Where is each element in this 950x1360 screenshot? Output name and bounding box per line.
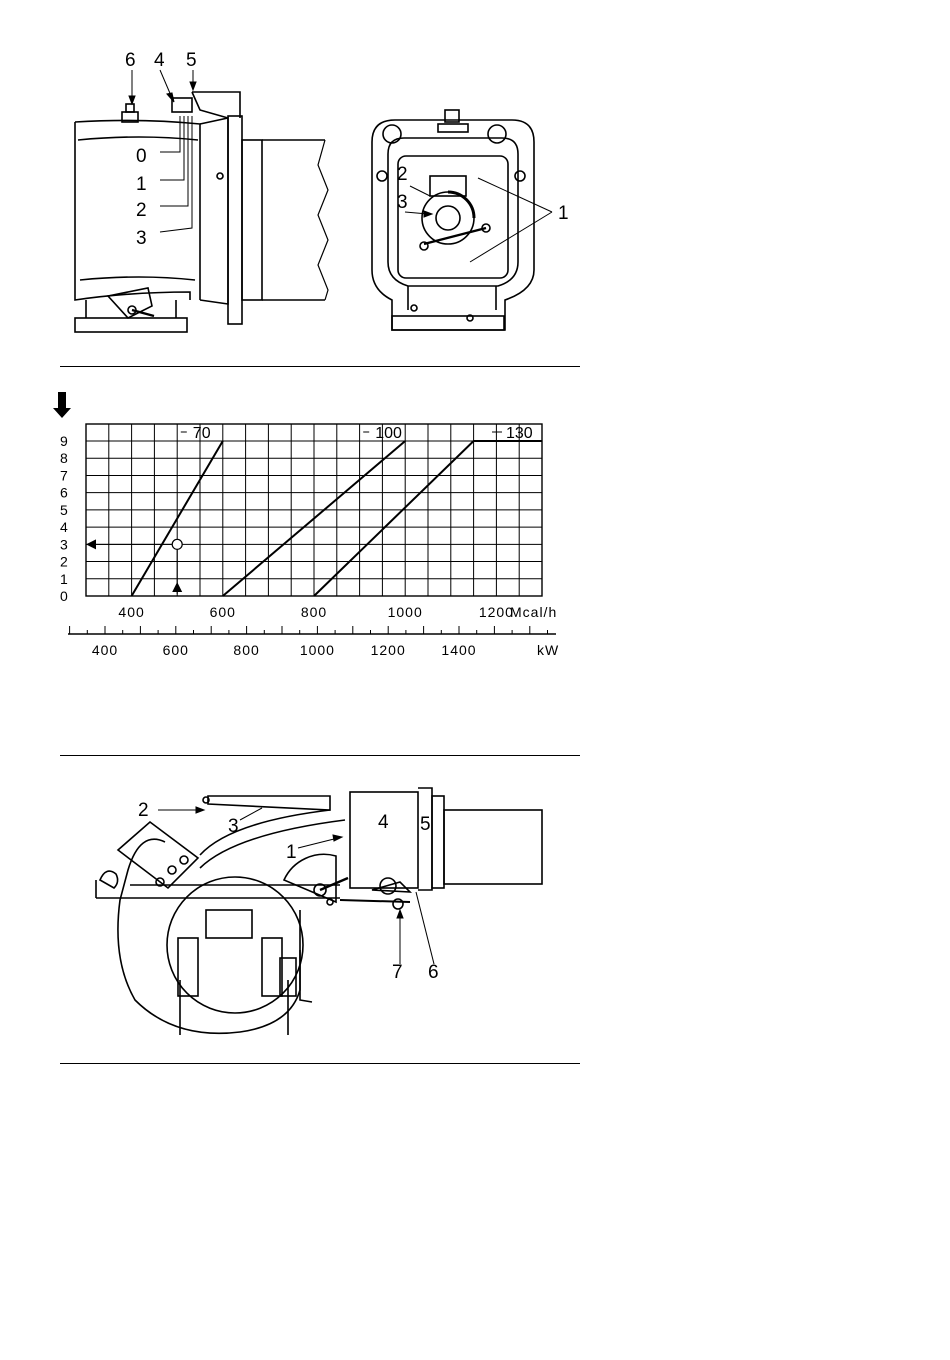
x-ticks-primary — [118, 604, 514, 620]
series-labels — [181, 425, 533, 442]
series-label-130: 130 — [506, 425, 533, 442]
burner-callout-6: 6 — [428, 962, 439, 983]
kw-tick-label: 800 — [233, 642, 260, 658]
example-point — [172, 539, 182, 549]
front-callout-3: 3 — [397, 192, 408, 213]
kw-tick-label: 400 — [91, 642, 119, 658]
callout-0: 0 — [136, 146, 147, 167]
burner-callout-7: 7 — [392, 962, 403, 983]
x-tick-label: 400 — [118, 604, 145, 620]
side-view-callouts — [125, 50, 197, 249]
callout-5: 5 — [186, 50, 197, 71]
top-figure — [0, 0, 950, 360]
x-axis-secondary — [68, 626, 556, 658]
burner-callout-5: 5 — [420, 814, 431, 835]
series-label-70: 70 — [192, 425, 211, 442]
callout-4: 4 — [154, 50, 165, 71]
y-tick-label: 1 — [60, 570, 68, 587]
y-tick-label: 5 — [60, 501, 68, 518]
y-tick-label: 4 — [60, 519, 68, 536]
y-tick-label: 0 — [60, 588, 68, 604]
burner-callout-3: 3 — [228, 816, 239, 837]
x-unit-secondary: kW — [537, 642, 560, 658]
y-tick-label: 7 — [60, 467, 68, 484]
x-tick-label: 1200 — [478, 604, 514, 620]
side-view-drawing — [75, 92, 328, 332]
callout-2: 2 — [136, 200, 147, 221]
y-tick-label: 3 — [60, 536, 68, 553]
bottom-figure — [0, 770, 950, 1060]
example-reading — [86, 539, 182, 594]
x-tick-label: 1000 — [387, 604, 423, 620]
y-tick-label: 9 — [60, 433, 68, 449]
callout-1: 1 — [136, 174, 147, 195]
callout-3: 3 — [136, 228, 147, 249]
y-ticks — [60, 433, 68, 604]
divider-bottom — [60, 1063, 580, 1064]
left-arrow-icon — [86, 539, 96, 549]
front-callout-1: 1 — [558, 203, 569, 224]
burner-callout-4: 4 — [378, 812, 389, 833]
x-tick-label: 600 — [209, 604, 236, 620]
burner-callout-1: 1 — [286, 842, 297, 863]
y-tick-label: 2 — [60, 553, 68, 570]
up-arrow-icon — [172, 582, 182, 592]
front-callout-2: 2 — [397, 164, 408, 185]
callout-6: 6 — [125, 50, 136, 71]
x-unit-primary: Mcal/h — [510, 604, 558, 620]
divider-top — [60, 366, 580, 367]
burner-side-drawing — [96, 788, 542, 1035]
burner-callout-2: 2 — [138, 800, 149, 821]
kw-tick-label: 600 — [162, 642, 189, 658]
series-label-100: 100 — [375, 425, 402, 442]
kw-tick-label: 1000 — [299, 642, 335, 658]
kw-tick-label: 1200 — [370, 642, 406, 658]
divider-middle — [60, 755, 580, 756]
air-damper-chart — [0, 380, 950, 680]
y-tick-label: 6 — [60, 484, 68, 501]
chart-grid — [86, 424, 542, 596]
front-view-drawing — [372, 110, 534, 330]
y-tick-label: 8 — [60, 450, 68, 467]
down-arrow-icon — [53, 392, 71, 418]
kw-tick-label: 1400 — [441, 642, 477, 658]
x-tick-label: 800 — [300, 604, 328, 620]
